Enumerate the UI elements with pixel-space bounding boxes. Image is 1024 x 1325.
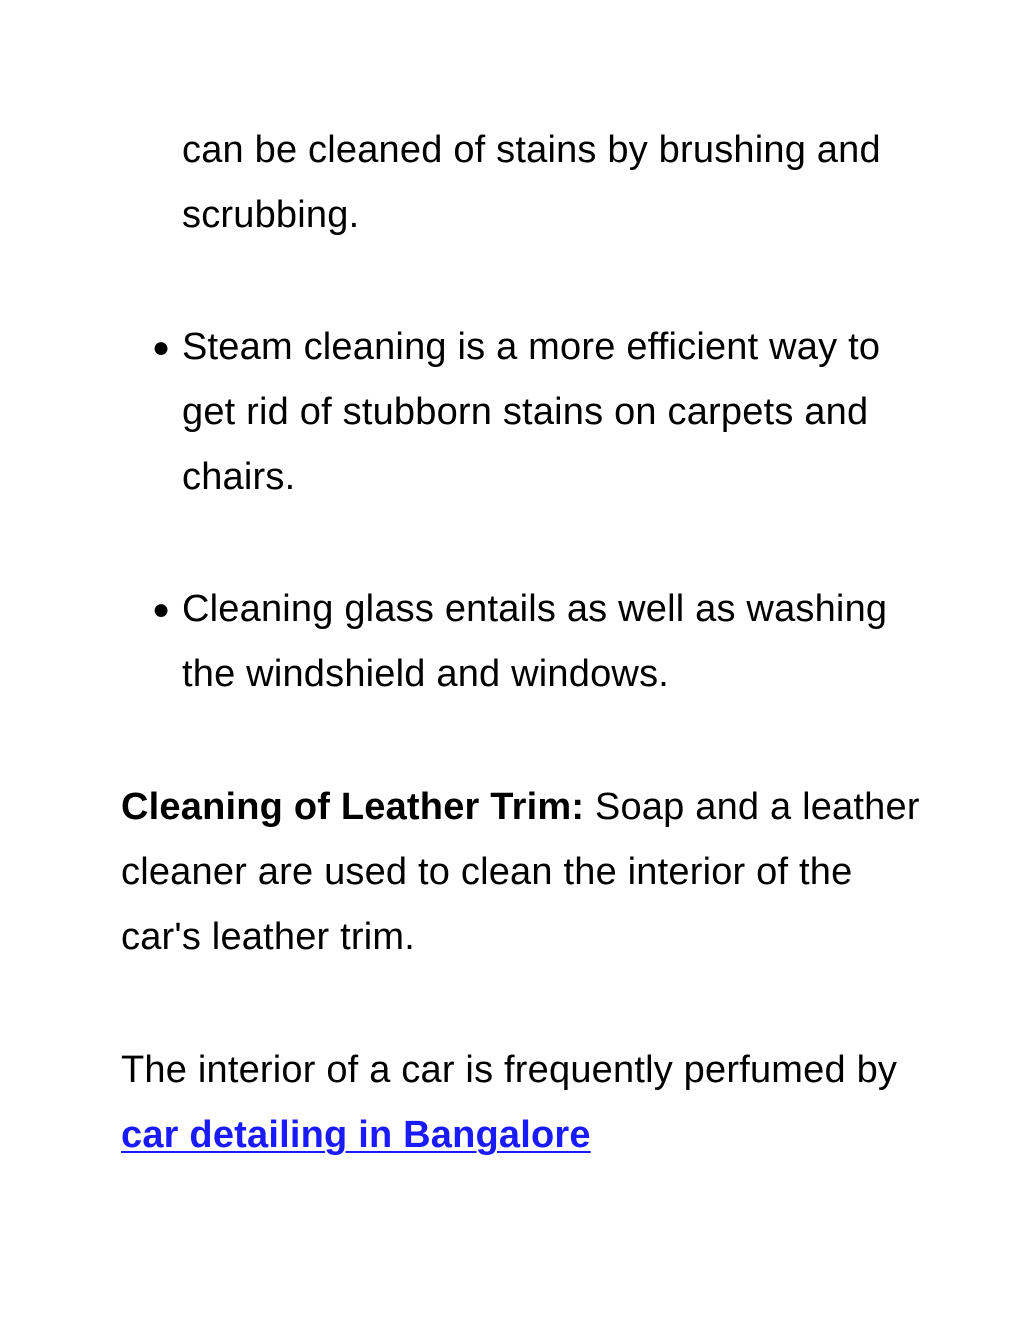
car-detailing-link[interactable]: car detailing in Bangalore — [121, 1114, 591, 1156]
leather-trim-paragraph — [121, 775, 941, 970]
bullet-marker: ● — [152, 593, 171, 626]
bullet-item-steam-cleaning: Steam cleaning is a more efficient way to get rid of stubborn stains on carpets and chairs. — [182, 326, 881, 498]
bullet-item-glass-cleaning: Cleaning glass entails as well as washing the windshield and windows. — [182, 588, 888, 695]
leather-trim-heading: Cleaning of Leather Trim: — [121, 786, 585, 828]
perfume-paragraph — [121, 1038, 941, 1168]
bullet-marker: ● — [152, 331, 171, 364]
perfume-text: The interior of a car is frequently perfumed by — [121, 1049, 898, 1091]
bullet-continuation-text: can be cleaned of stains by brushing and scrubbing. — [182, 129, 881, 236]
leather-trim-text: Soap and a leather cleaner are used to clean the interior of the car's leather trim. — [121, 786, 920, 958]
